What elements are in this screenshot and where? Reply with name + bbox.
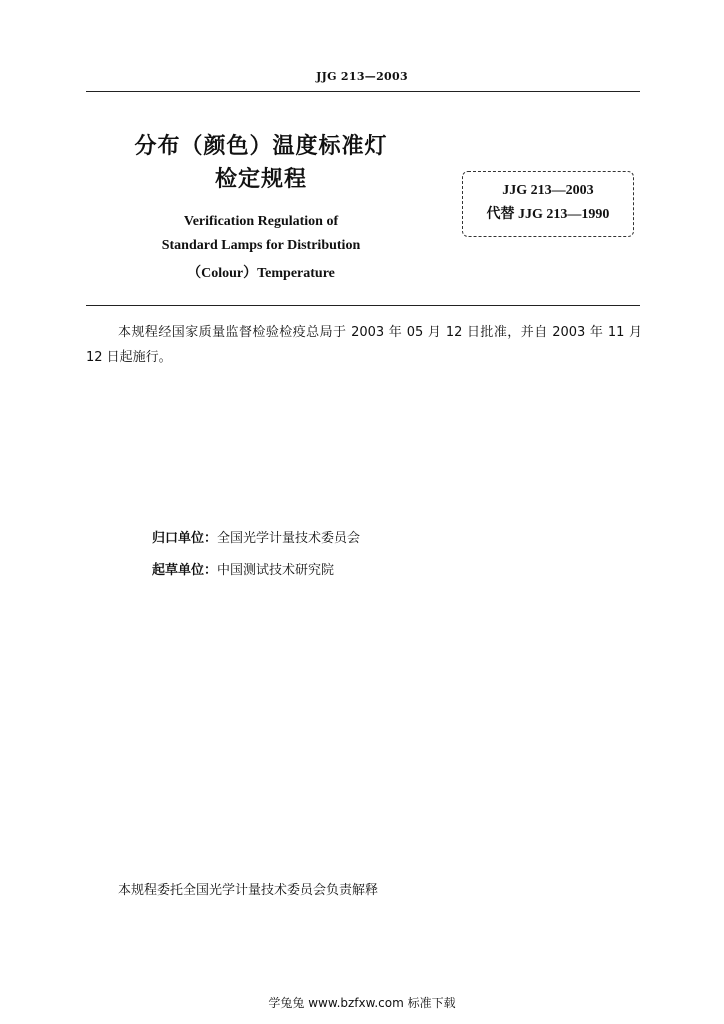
standard-code-box [462,171,634,237]
title-divider [86,305,640,306]
chinese-title-line-2: 检定规程 [214,167,307,192]
english-title-line-3: （Colour）Temperature [187,266,335,281]
drafter-unit-label: 起草单位： [152,563,218,578]
interpretation-statement: 本规程委托全国光学计量技术委员会负责解释 [118,883,379,898]
replaced-standard-code: 代替 JJG 213—1990 [486,207,610,222]
english-title-line-1: Verification Regulation of [183,214,339,229]
owner-unit-label: 归口单位： [152,531,218,546]
header-standard-code: JJG 213—2003 [316,70,408,83]
owner-unit-value: 全国光学计量技术委员会 [217,531,361,546]
owner-unit-row [152,527,360,546]
english-title-line-2: Standard Lamps for Distribution [161,238,361,253]
chinese-title-line-1: 分布（颜色）温度标准灯 [134,134,388,159]
current-standard-code: JJG 213—2003 [502,183,594,198]
footer-watermark-text: 学兔兔 www.bzfxw.com 标准下载 [268,996,456,1010]
header-divider [86,91,640,92]
drafter-unit-row [152,559,334,578]
approval-statement: 本规程经国家质量监督检验检疫总局于 2003 年 05 月 12 日批准，并自 2003 年 11 月 12 日起施行。 [86,325,642,365]
drafter-unit-value: 中国测试技术研究院 [217,563,335,578]
